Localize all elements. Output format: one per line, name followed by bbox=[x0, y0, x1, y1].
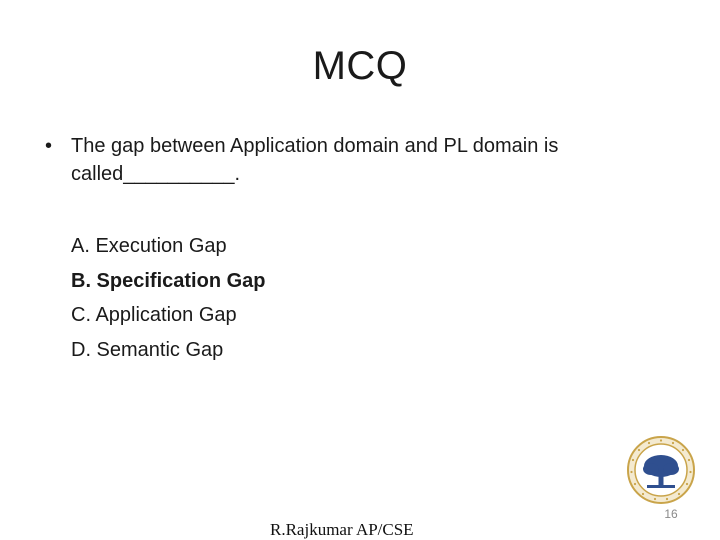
question-text: The gap between Application domain and PL domain is called__________. bbox=[71, 135, 559, 185]
option-a: A. Execution Gap bbox=[71, 235, 227, 257]
footer-author: R.Rajkumar AP/CSE bbox=[270, 520, 414, 539]
page-number: 16 bbox=[664, 507, 678, 521]
university-seal-icon bbox=[627, 436, 695, 504]
option-d: D. Semantic Gap bbox=[71, 338, 224, 361]
answer-options bbox=[71, 229, 265, 367]
option-c: C. Application Gap bbox=[71, 304, 237, 326]
bullet-icon: • bbox=[45, 135, 53, 157]
question bbox=[45, 132, 645, 188]
slide-title: MCQ bbox=[312, 44, 408, 88]
option-b: B. Specification Gap bbox=[71, 269, 266, 292]
